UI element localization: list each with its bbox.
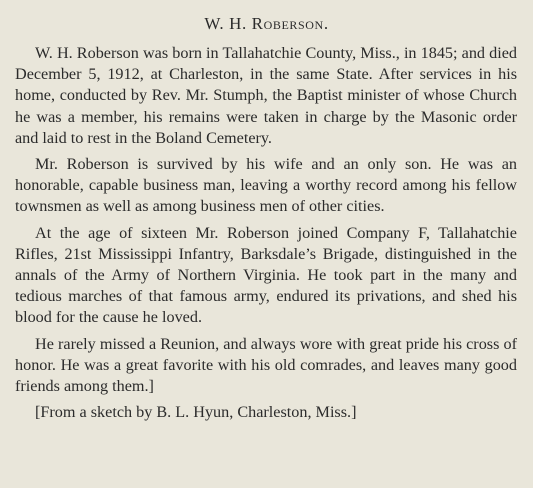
document-body [15,43,517,423]
page-title: W. H. Roberson. [204,14,329,33]
paragraph-reunions: He rarely missed a Reunion, and always wore with great pride his cross of honor. He was a great favorite with his old comrades, and leaves many good friends among them.] [15,334,517,396]
paragraph-survivors: Mr. Roberson is survived by his wife and an only son. He was an honorable, capable business man, leaving a worthy record among his fellow townsmen as well as among business men of other cities. [15,155,517,216]
paragraph-military-service: At the age of sixteen Mr. Roberson joined Company F, Tallahatchie Rifles, 21st Mississippi Infantry, Barksdale’s Brigade, distinguished in the annals of the Army of Northern Virginia. He took part in the many and tedious marches of that famous army, endured its privations, and shed his blood for the cause he loved. [15,223,517,327]
paragraph-source-note: [From a sketch by B. L. Hyun, Charleston, Miss.] [35,403,357,422]
paragraph-biography: W. H. Roberson was born in Tallahatchie County, Miss., in 1845; and died December 5, 1912, at Charleston, in the same State. After services in his home, conducted by Rev. Mr. Stumph, the Baptist minister of whose Church he was a member, his remains were taken in charge by the Masonic order and laid to rest in the Boland Cemetery. [15,44,517,147]
